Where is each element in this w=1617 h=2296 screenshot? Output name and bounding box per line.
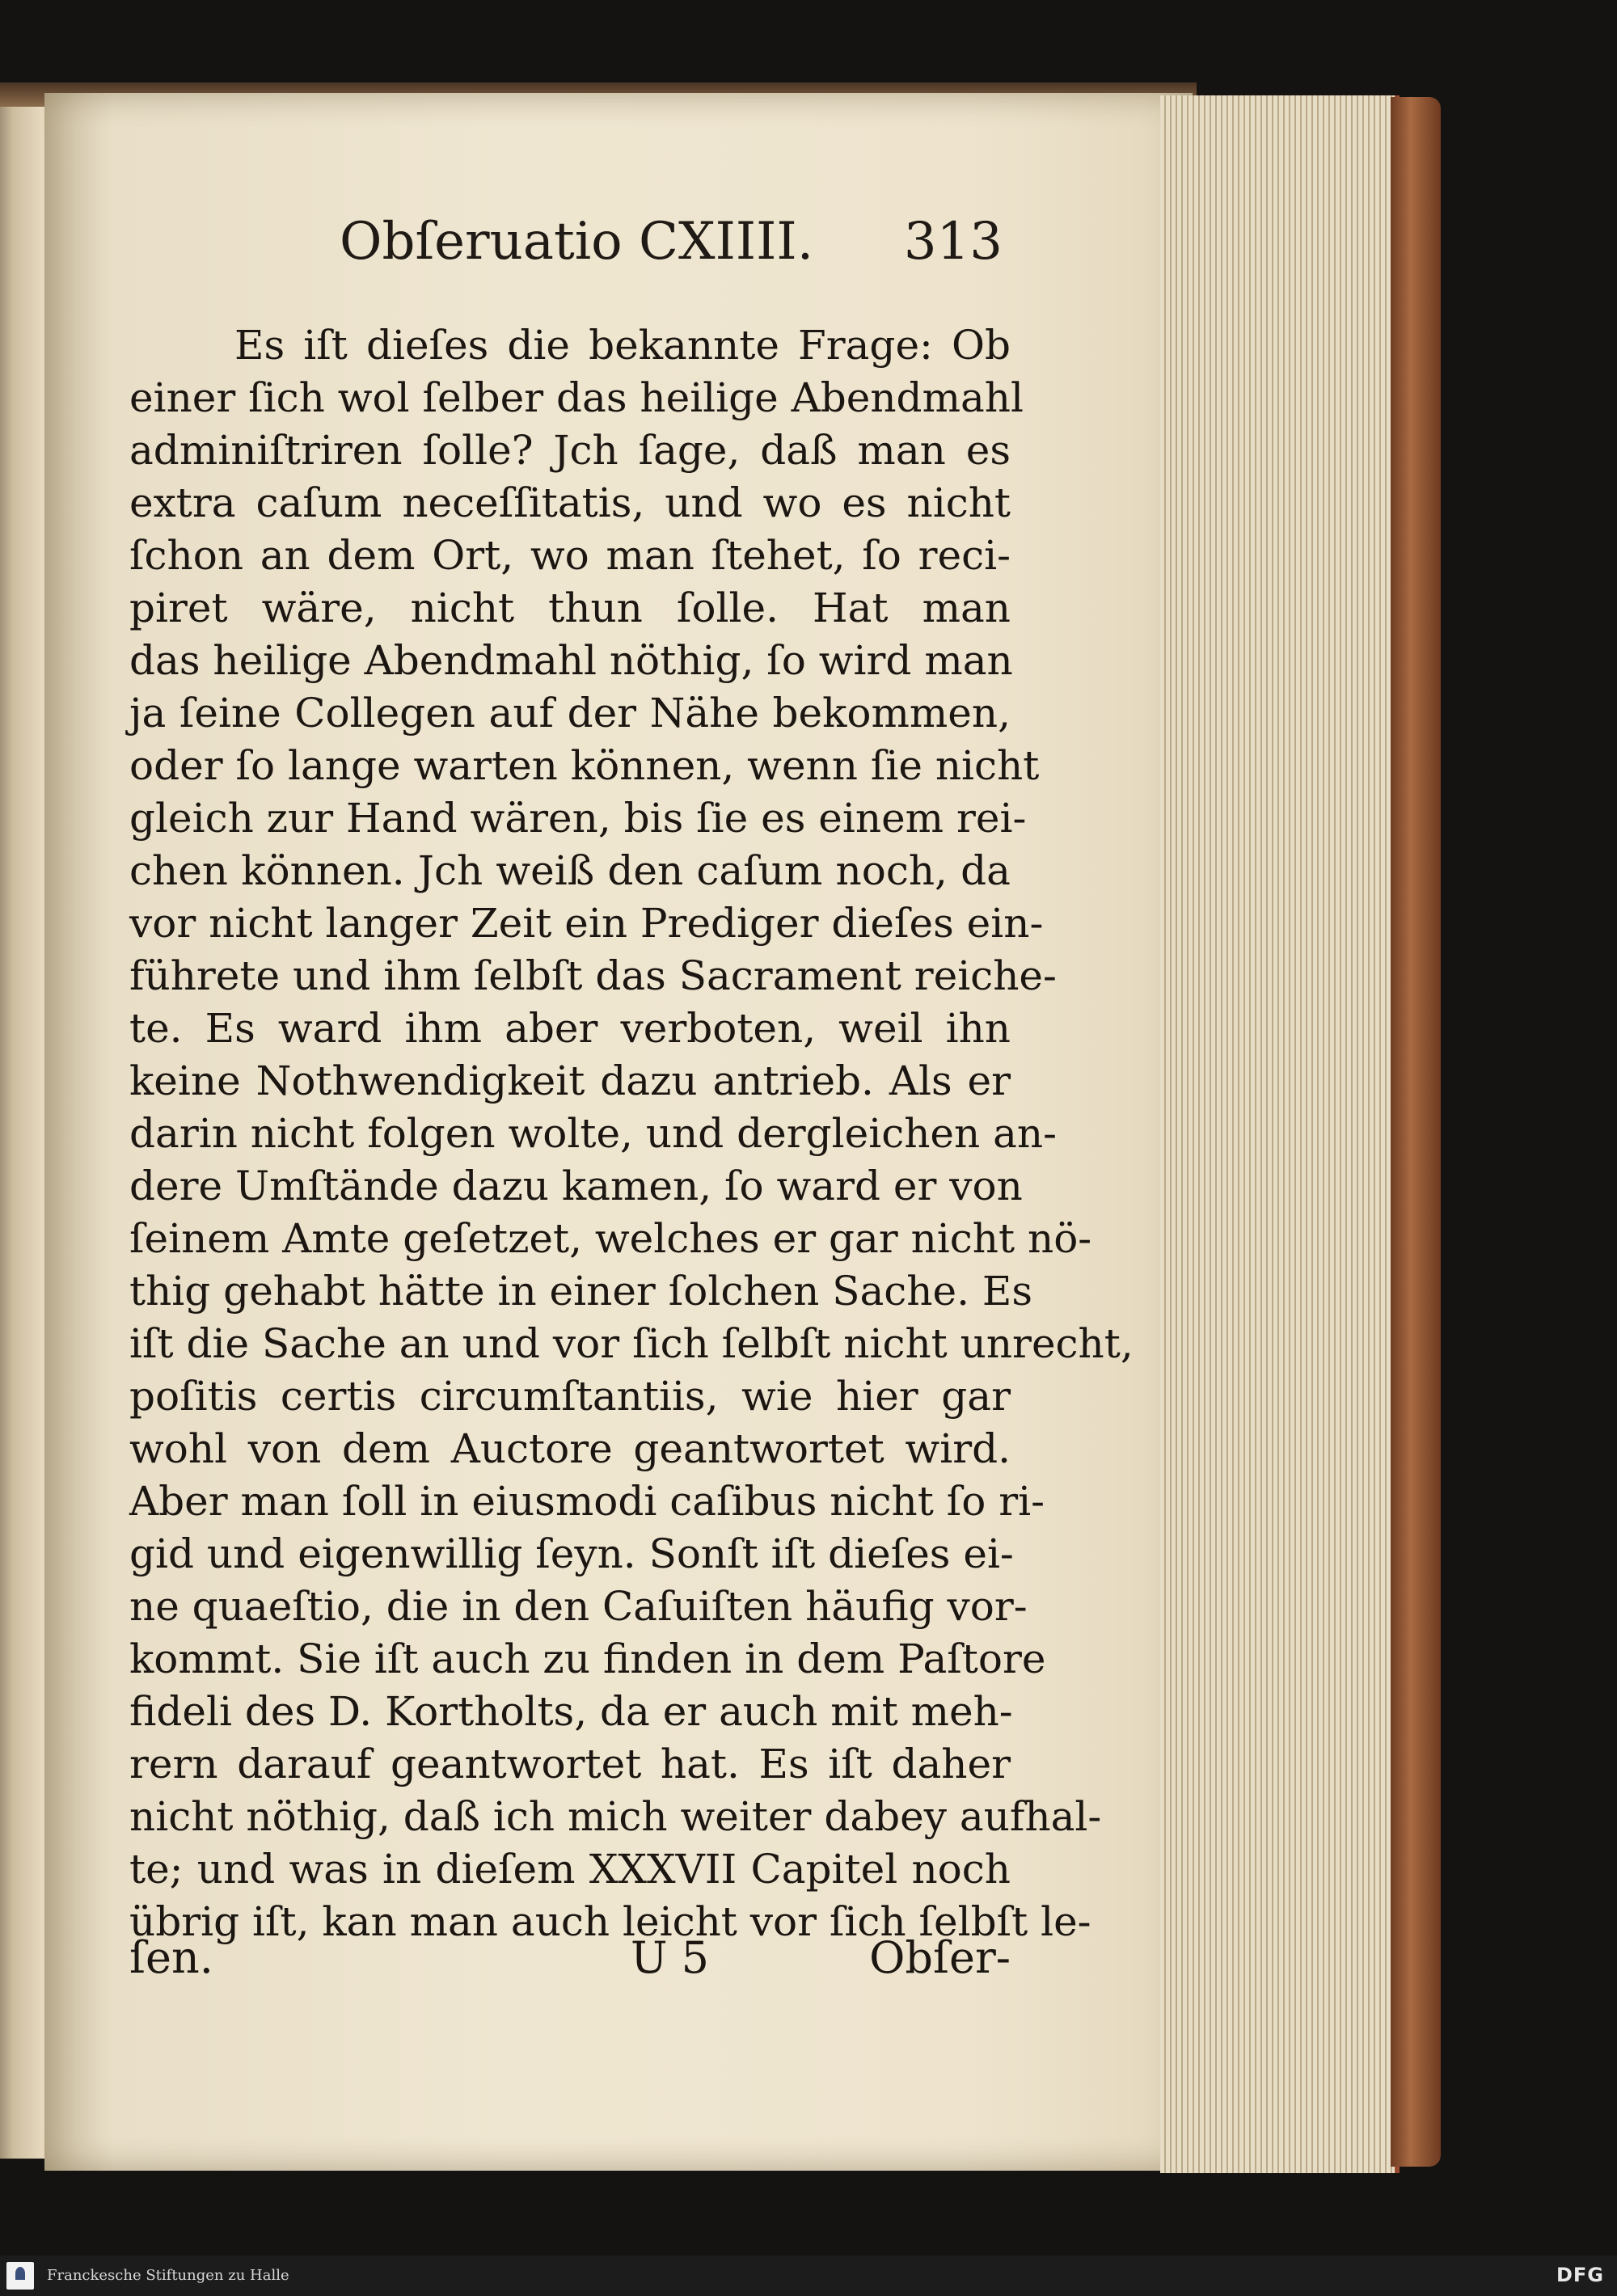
text-line: te. Es ward ihm aber verboten, weil ihn xyxy=(129,1005,1011,1052)
text-line: Es iſt dieſes die bekannte Frage: Ob xyxy=(234,322,1011,369)
text-line: poſitis certis circumſtantiis, wie hier gar xyxy=(129,1373,1011,1420)
text-line: gleich zur Hand wären, bis ſie es einem rei- xyxy=(129,795,1027,842)
text-line: dere Umſtände dazu kamen, ſo ward er von xyxy=(129,1163,1023,1209)
signature-mark: U 5 xyxy=(631,1932,710,1983)
page-edges xyxy=(1160,95,1400,2173)
text-line: fideli des D. Kortholts, da er auch mit meh- xyxy=(129,1688,1013,1735)
text-line: oder ſo lange warten können, wenn ſie nicht xyxy=(129,742,1040,789)
text-line: vor nicht langer Zeit ein Prediger dieſes ein- xyxy=(129,900,1044,947)
text-line: wohl von dem Auctore geantwortet wird. xyxy=(129,1425,1011,1472)
text-line: te; und was in dieſem XXXVII Capitel noch xyxy=(129,1846,1011,1893)
institution-logo-icon xyxy=(6,2262,34,2290)
text-line: nicht nöthig, daß ich mich weiter dabey aufhal- xyxy=(129,1793,1102,1840)
text-line: ne quaeſtio, die in den Caſuiſten häufig vor- xyxy=(129,1583,1028,1630)
text-line: darin nicht folgen wolte, und dergleichen an- xyxy=(129,1110,1058,1157)
dfg-logo: DFG xyxy=(1556,2264,1604,2286)
text-line: thig gehabt hätte in einer ſolchen Sache. Es xyxy=(129,1268,1033,1315)
page-footer xyxy=(129,1932,1011,1989)
text-line: Aber man ſoll in eiusmodi caſibus nicht ſo ri- xyxy=(129,1478,1045,1525)
text-line: keine Nothwendigkeit dazu antrieb. Als er xyxy=(129,1057,1011,1104)
text-line: piret wäre, nicht thun ſolle. Hat man xyxy=(129,585,1011,631)
text-line: übrig iſt, kan man auch leicht vor ſich ſelbſt le- xyxy=(129,1898,1091,1945)
page-number: 313 xyxy=(903,212,1003,272)
text-line: führete und ihm ſelbſt das Sacrament reiche- xyxy=(129,952,1057,999)
text-line: kommt. Sie iſt auch zu finden in dem Paſtore xyxy=(129,1635,1046,1682)
text-line: extra caſum neceſſitatis, und wo es nicht xyxy=(129,479,1011,526)
page-header xyxy=(340,212,1003,276)
text-line: einer ſich wol ſelber das heilige Abendmahl xyxy=(129,374,1024,421)
viewer-bar xyxy=(0,2256,1617,2296)
text-line: ja ſeine Collegen auf der Nähe bekommen, xyxy=(129,690,1011,736)
text-line: adminiſtriren ſolle? Jch ſage, daß man es xyxy=(129,427,1011,474)
text-line: iſt die Sache an und vor ſich ſelbſt nicht unrecht, xyxy=(129,1320,1134,1367)
body-text xyxy=(129,319,1134,1948)
text-line: rern darauf geantwortet hat. Es iſt daher xyxy=(129,1741,1011,1787)
book-cover-right xyxy=(1391,97,1441,2167)
text-line: ſchon an dem Ort, wo man ſtehet, ſo reci- xyxy=(129,532,1011,579)
text-line: das heilige Abendmahl nöthig, ſo wird man xyxy=(129,637,1013,684)
final-word: ſen. xyxy=(129,1932,213,1983)
catchword: Obſer- xyxy=(869,1932,1011,1983)
text-line: chen können. Jch weiß den caſum noch, da xyxy=(129,847,1011,894)
running-title: Obſeruatio CXIIII. xyxy=(340,212,814,272)
institution-name: Franckesche Stiftungen zu Halle xyxy=(47,2267,289,2284)
text-line: ſeinem Amte geſetzet, welches er gar nicht nö- xyxy=(129,1215,1092,1262)
text-line: gid und eigenwillig ſeyn. Sonſt iſt dieſes ei- xyxy=(129,1530,1014,1577)
